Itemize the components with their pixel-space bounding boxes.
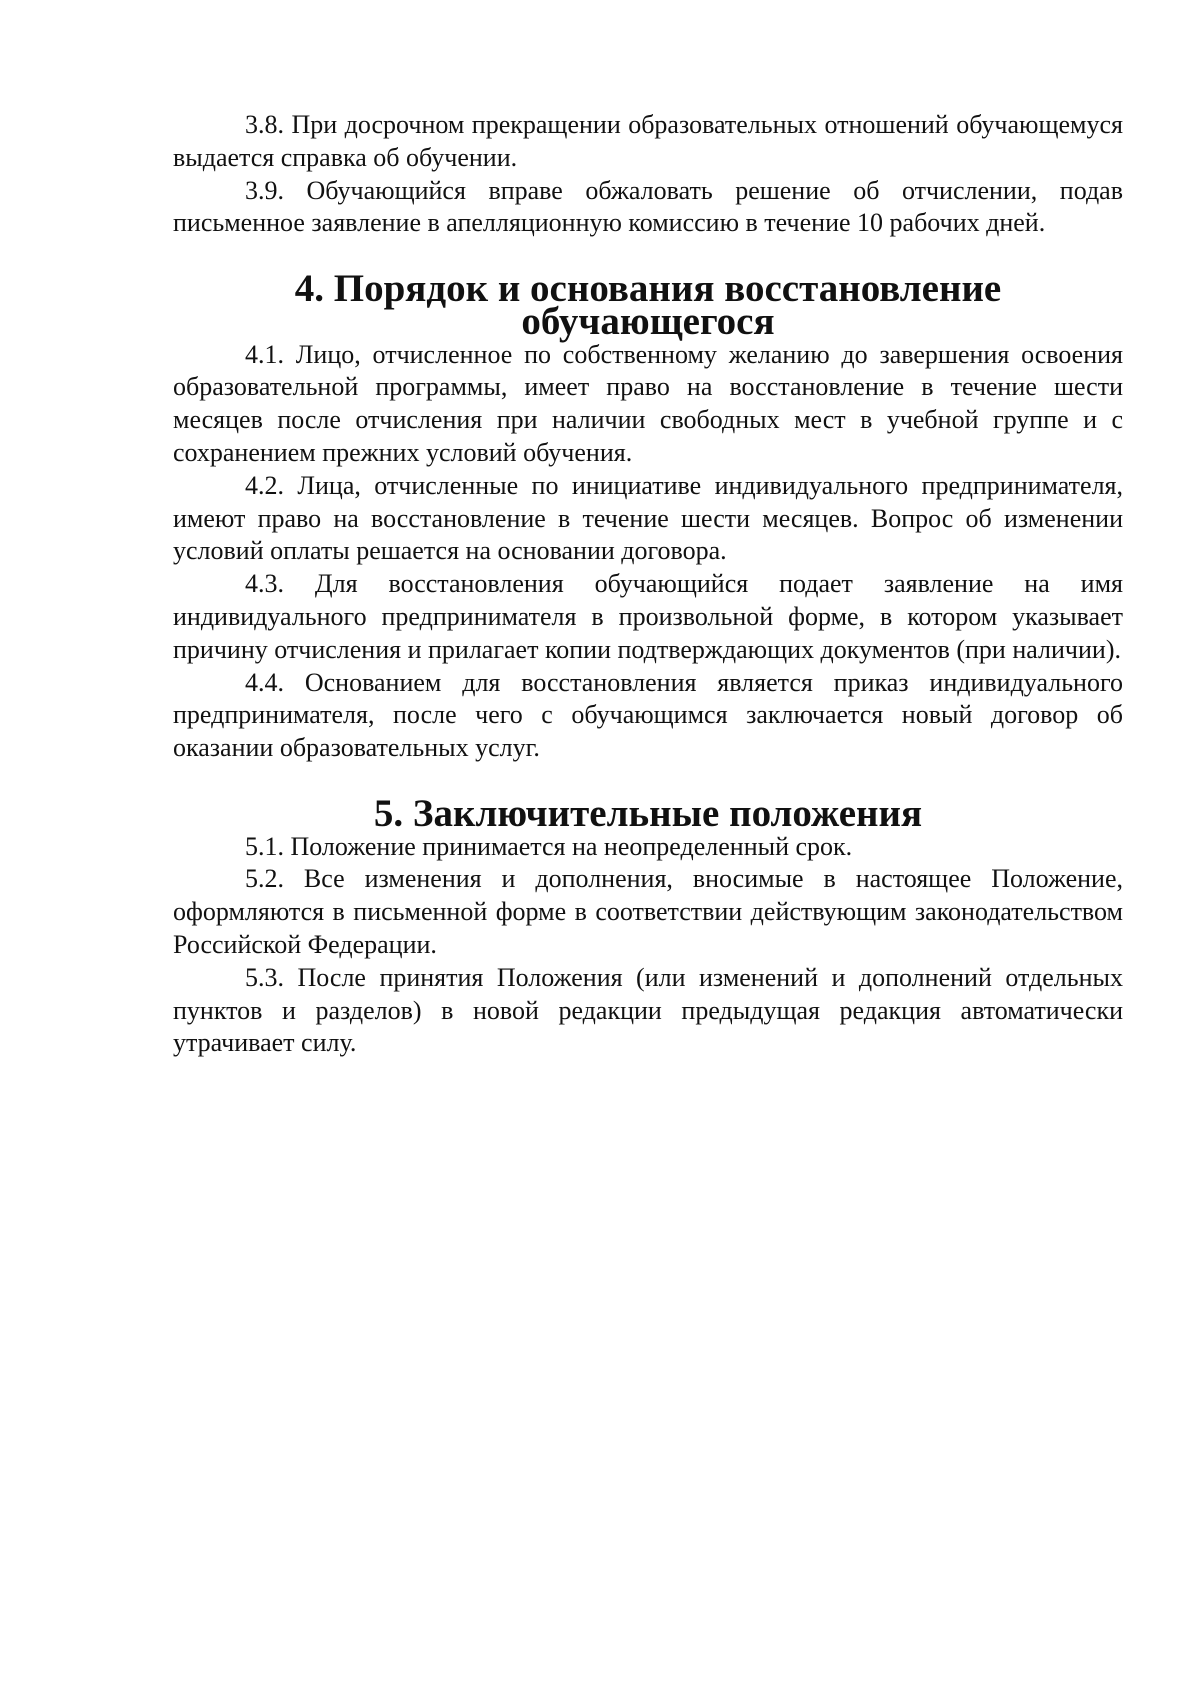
clause-4-1: 4.1. Лицо, отчисленное по собственному желанию до завершения освоения образовательной программы, имеет право на восстановление в течение шести месяцев после отчисления при наличии свободных мест в учебной группе и с сохранением прежних условий обучения. xyxy=(173,339,1123,467)
clause-4-4: 4.4. Основанием для восстановления является приказ индивидуального предпринимателя, после чего с обучающимся заключается новый договор об оказании образовательных услуг. xyxy=(173,667,1123,763)
clause-5-3: 5.3. После принятия Положения (или изменений и дополнений отдельных пунктов и разделов) в новой редакции предыдущая редакция автоматически утрачивает силу. xyxy=(173,962,1123,1058)
clause-3-9: 3.9. Обучающийся вправе обжаловать решение об отчислении, подав письменное заявление в апелляционную комиссию в течение 10 рабочих дней. xyxy=(173,175,1123,238)
section-4-title: 4. Порядок и основания восстановление обучающегося xyxy=(294,266,1002,343)
clause-5-1: 5.1. Положение принимается на неопределенный срок. xyxy=(245,831,853,861)
clause-3-8: 3.8. При досрочном прекращении образовательных отношений обучающемуся выдается справка об обучении. xyxy=(173,110,1123,172)
document-page xyxy=(173,109,1123,1060)
clause-4-2: 4.2. Лица, отчисленные по инициативе индивидуального предпринимателя, имеют право на восстановление в течение шести месяцев. Вопрос об изменении условий оплаты решается на основании договора. xyxy=(173,470,1123,566)
clause-5-2: 5.2. Все изменения и дополнения, вносимые в настоящее Положение, оформляются в письменной форме в соответствии действующим законодательством Российской Федерации. xyxy=(173,864,1123,959)
section-5-title: 5. Заключительные положения xyxy=(373,791,923,835)
clause-4-3: 4.3. Для восстановления обучающийся подает заявление на имя индивидуального предпринимателя в произвольной форме, в котором указывает причину отчисления и прилагает копии подтверждающих документов (при наличии). xyxy=(173,569,1123,664)
